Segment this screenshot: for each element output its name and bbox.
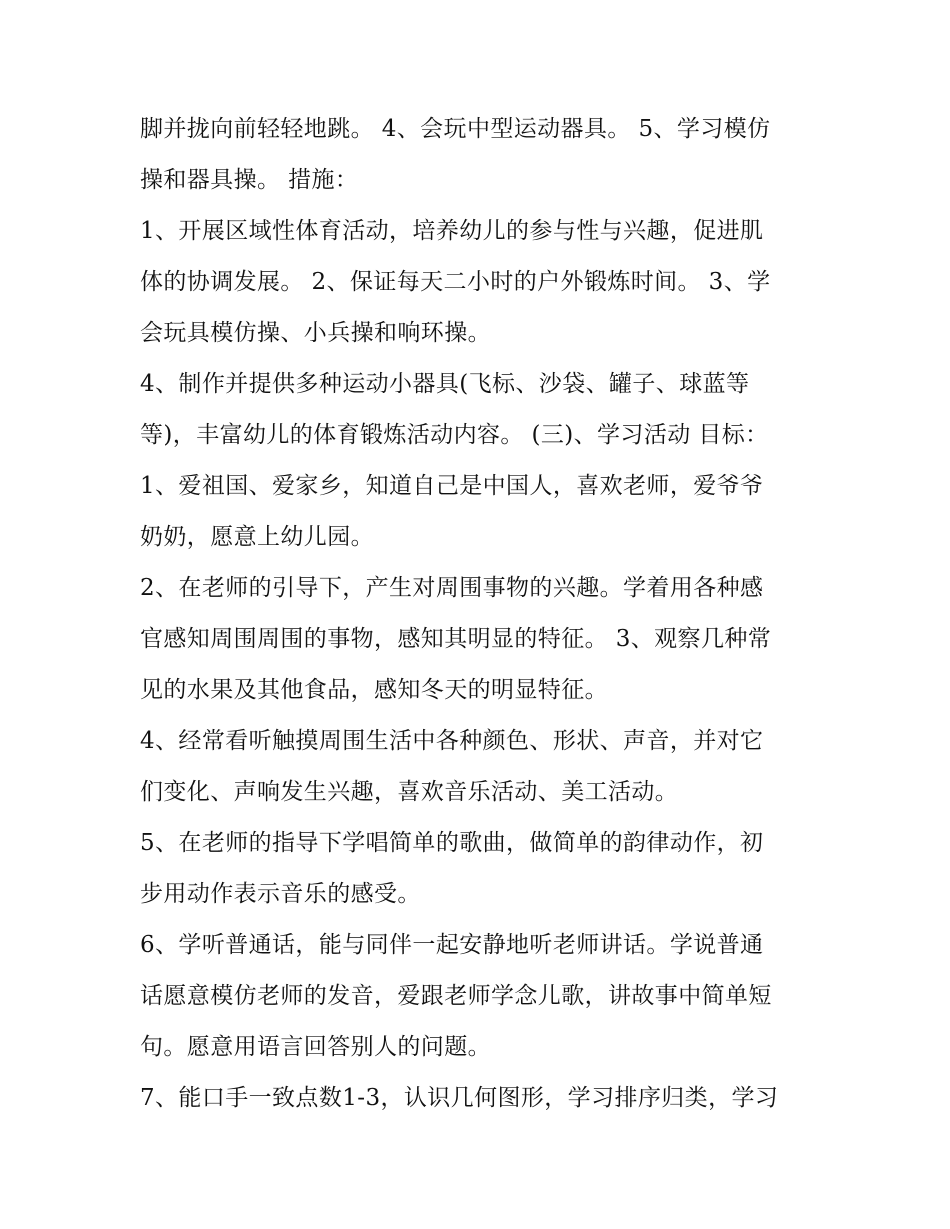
text-line: 会玩具模仿操、小兵操和响环操。 xyxy=(140,320,491,346)
text-line: 脚并拢向前轻轻地跳。 4、会玩中型运动器具。 5、学习模仿 xyxy=(140,116,771,142)
text-line: 官感知周围周围的事物，感知其明显的特征。 3、观察几种常 xyxy=(140,626,772,652)
text-line: 体的协调发展。 2、保证每天二小时的户外锻炼时间。 3、学 xyxy=(140,269,771,295)
text-line: 话愿意模仿老师的发音，爱跟老师学念儿歌，讲故事中简单短 xyxy=(140,983,772,1009)
text-line: 操和器具操。 措施： xyxy=(140,167,359,193)
text-line: 步用动作表示音乐的感受。 xyxy=(140,881,421,907)
text-line: 7、能口手一致点数1-3，认识几何图形，学习排序归类，学习 xyxy=(140,1085,779,1111)
text-line: 们变化、声响发生兴趣，喜欢音乐活动、美工活动。 xyxy=(140,779,679,805)
text-line: 1、开展区域性体育活动，培养幼儿的参与性与兴趣，促进肌 xyxy=(140,218,764,244)
text-line: 2、在老师的引导下，产生对周围事物的兴趣。学着用各种感 xyxy=(140,575,764,601)
text-line: 见的水果及其他食品，感知冬天的明显特征。 xyxy=(140,677,608,703)
text-line: 4、经常看听触摸周围生活中各种颜色、形状、声音，并对它 xyxy=(140,728,764,754)
text-line: 1、爱祖国、爱家乡，知道自己是中国人，喜欢老师，爱爷爷 xyxy=(140,473,764,499)
text-line: 4、制作并提供多种运动小器具(飞标、沙袋、罐子、球蓝等 xyxy=(140,371,750,397)
text-line: 6、学听普通话，能与同伴一起安静地听老师讲话。学说普通 xyxy=(140,932,764,958)
text-line: 等)，丰富幼儿的体育锻炼活动内容。 (三)、学习活动 目标： xyxy=(140,422,769,448)
text-line: 句。愿意用语言回答别人的问题。 xyxy=(140,1034,491,1060)
text-line: 5、在老师的指导下学唱简单的歌曲，做简单的韵律动作，初 xyxy=(140,830,764,856)
text-line: 奶奶，愿意上幼儿园。 xyxy=(140,524,374,550)
